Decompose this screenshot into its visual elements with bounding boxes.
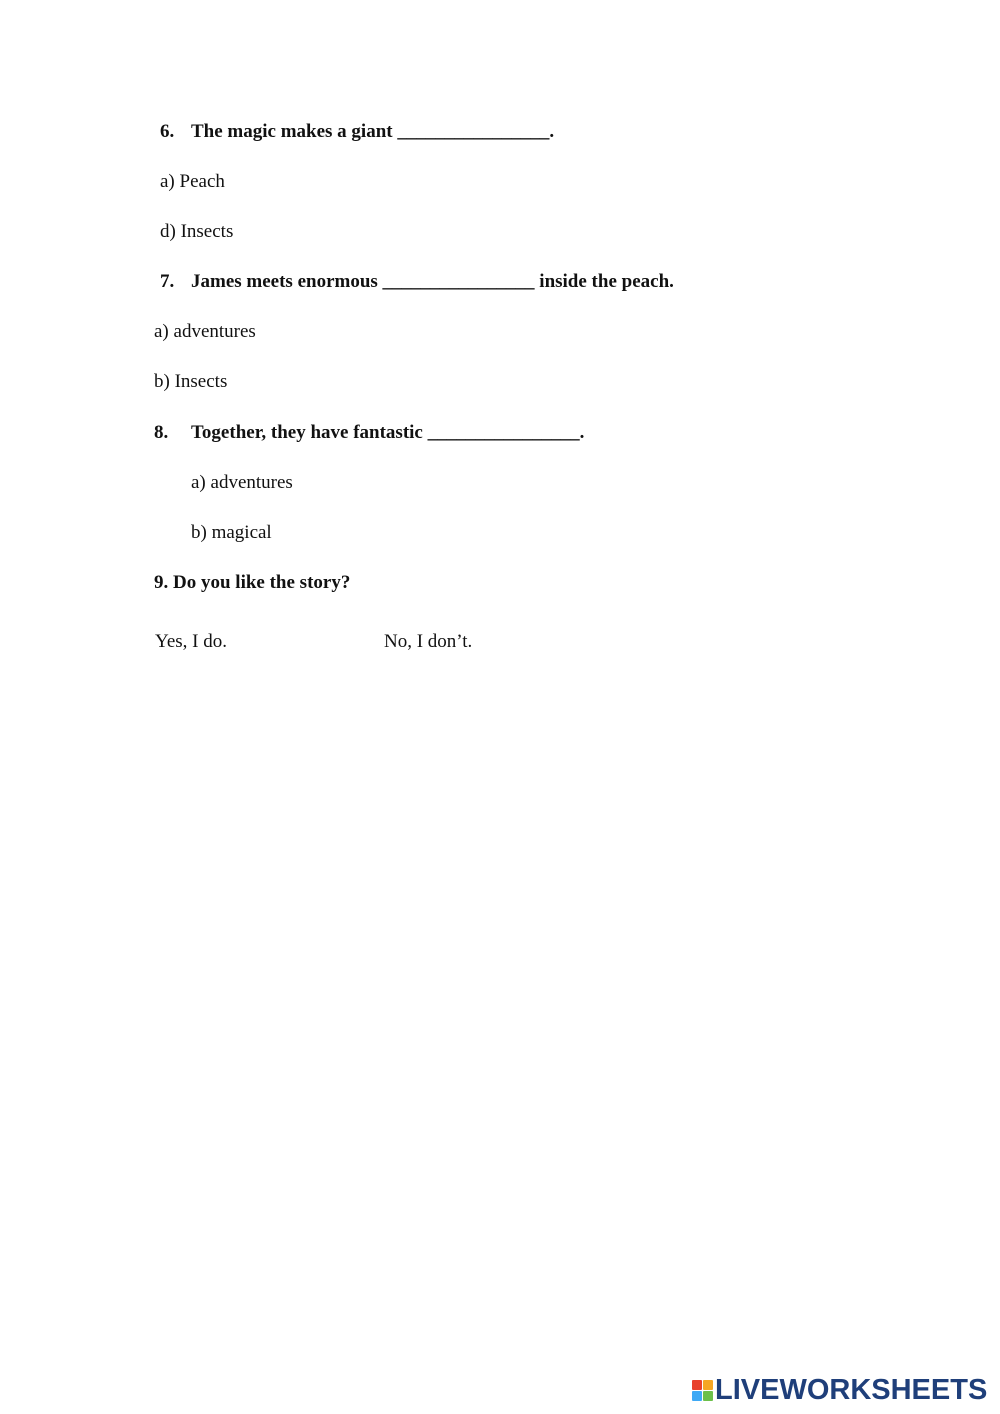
liveworksheets-logo-text: LIVEWORKSHEETS [715, 1374, 988, 1406]
question-7-option-a[interactable]: a) adventures [154, 321, 256, 342]
question-7-text: James meets enormous ________________ inside the peach. [191, 271, 674, 292]
question-8-number: 8. [154, 422, 169, 443]
logo-square-orange [703, 1380, 713, 1390]
liveworksheets-logo-icon [692, 1380, 713, 1401]
logo-square-red [692, 1380, 702, 1390]
question-9-answer-no[interactable]: No, I don’t. [384, 631, 473, 652]
question-8-option-a[interactable]: a) adventures [191, 472, 293, 493]
question-8-text: Together, they have fantastic ________________. [191, 422, 585, 443]
question-7-number: 7. [160, 271, 175, 292]
question-6-option-d[interactable]: d) Insects [160, 221, 234, 242]
question-9-text: 9. Do you like the story? [154, 572, 351, 593]
question-9-answer-yes[interactable]: Yes, I do. [155, 631, 227, 652]
question-6-number: 6. [160, 121, 175, 142]
question-6-text: The magic makes a giant ________________. [191, 121, 555, 142]
logo-square-blue [692, 1391, 702, 1401]
question-8-option-b[interactable]: b) magical [191, 522, 272, 543]
liveworksheets-logo [692, 1374, 987, 1406]
question-6-option-a[interactable]: a) Peach [160, 171, 225, 192]
logo-square-green [703, 1391, 713, 1401]
question-7-option-b[interactable]: b) Insects [154, 371, 228, 392]
